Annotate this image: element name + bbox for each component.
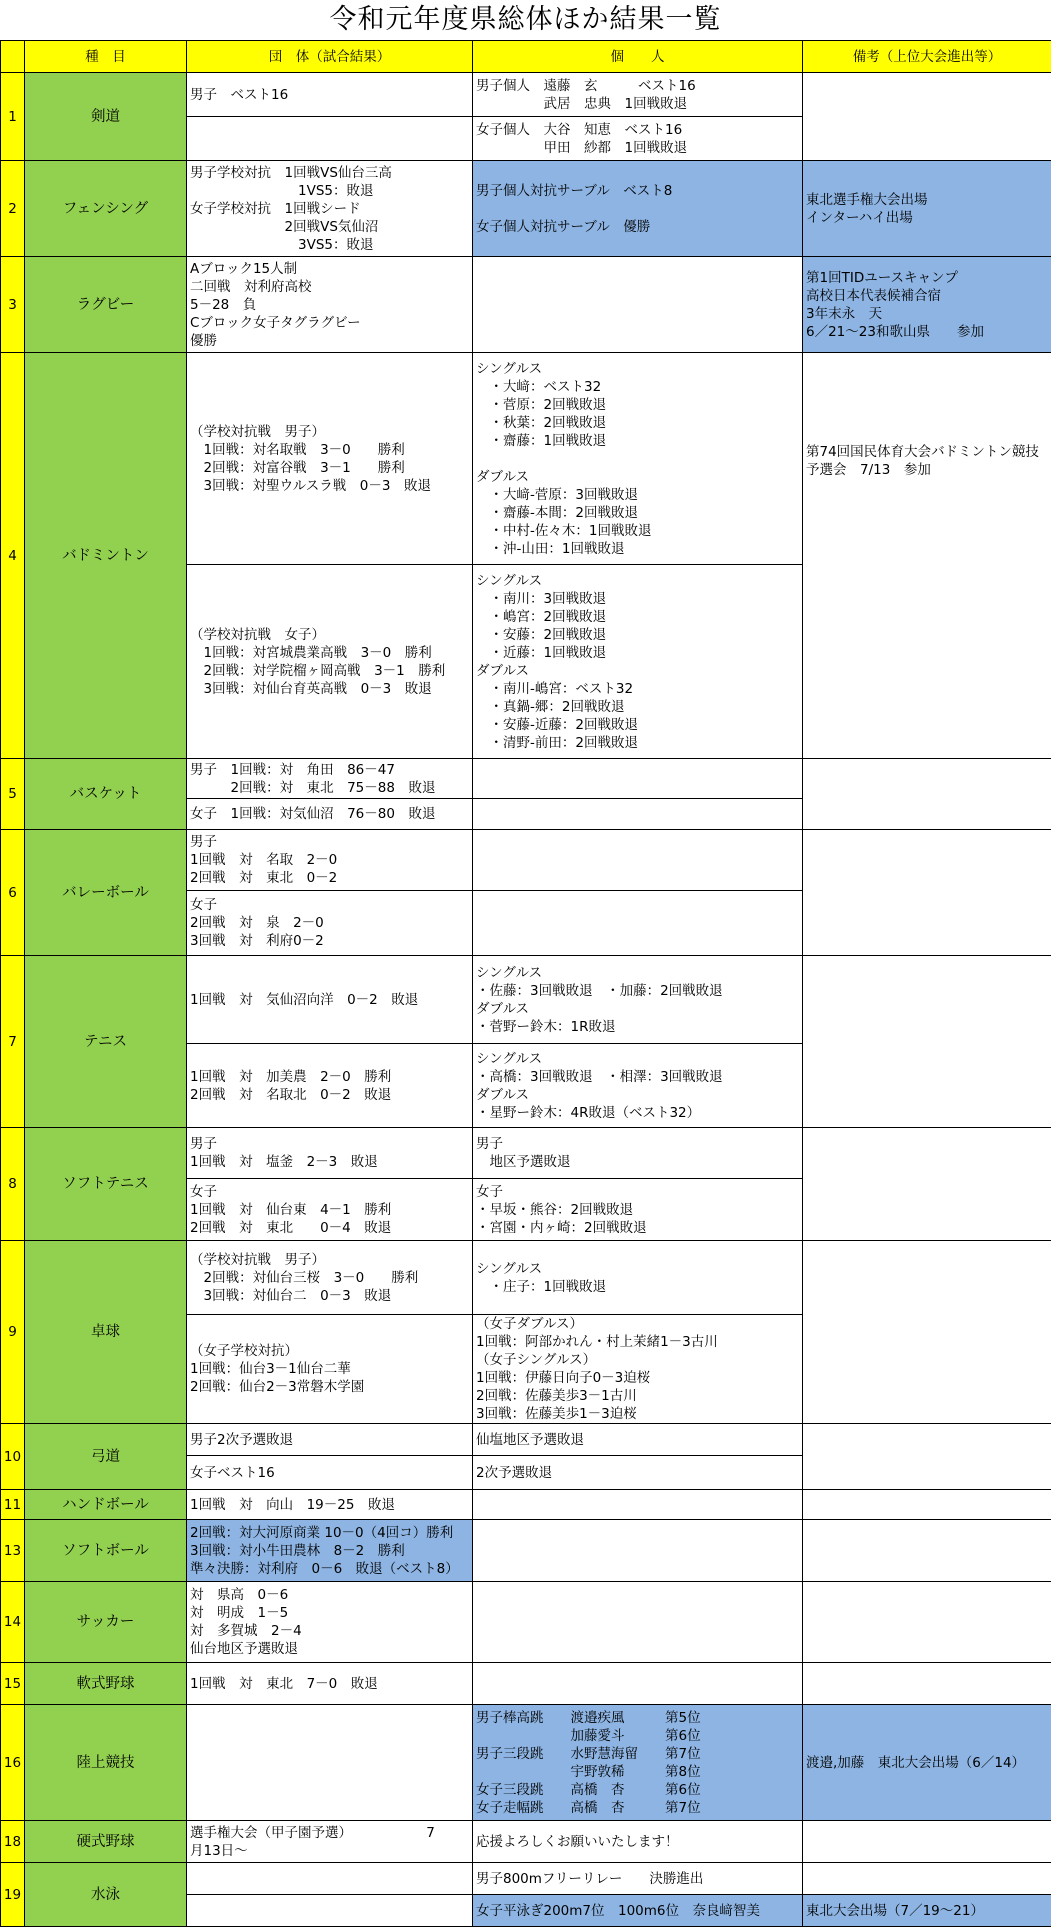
individual-result (473, 1582, 803, 1663)
row-number: 8 (1, 1128, 25, 1241)
row-number: 2 (1, 161, 25, 257)
header-individual: 個 人 (473, 41, 803, 73)
remarks (803, 1663, 1051, 1705)
event-name: 剣道 (25, 73, 187, 161)
remarks (803, 956, 1051, 1128)
row-number: 15 (1, 1663, 25, 1705)
team-result: 女子 1回戦：対気仙沼 76－80 敗退 (187, 799, 473, 830)
individual-result: 応援よろしくお願いいたします！ (473, 1821, 803, 1863)
individual-result (473, 891, 803, 956)
individual-result: 男子 地区予選敗退 (473, 1128, 803, 1179)
team-result: 男子 1回戦：対 角田 86－47 2回戦：対 東北 75－88 敗退 (187, 759, 473, 799)
remarks: 東北選手権大会出場 インターハイ出場 (803, 161, 1051, 257)
remarks (803, 759, 1051, 830)
table-row (1, 1128, 1051, 1179)
row-number: 16 (1, 1705, 25, 1821)
header-no (1, 41, 25, 73)
results-table (0, 40, 1051, 1927)
table-row (1, 956, 1051, 1044)
team-result: Aブロック15人制 二回戦 対利府高校 5－28 負 Cブロック女子タグラグビー 優勝 (187, 257, 473, 353)
event-name: 陸上競技 (25, 1705, 187, 1821)
individual-result: シングルス ・高橋：3回戦敗退 ・相澤：3回戦敗退 ダブルス ・星野ー鈴木：4R敗退（ベスト32） (473, 1044, 803, 1128)
table-row (1, 1863, 1051, 1895)
remarks (803, 1424, 1051, 1490)
team-result: （学校対抗戦 男子） 2回戦：対仙台三桜 3－0 勝利 3回戦：対仙台二 0－3 敗退 (187, 1241, 473, 1315)
team-result: 1回戦 対 向山 19－25 敗退 (187, 1490, 473, 1520)
event-name: 水泳 (25, 1863, 187, 1927)
individual-result (473, 830, 803, 891)
remarks (803, 1241, 1051, 1424)
event-name: サッカー (25, 1582, 187, 1663)
table-row (1, 161, 1051, 257)
event-name: ソフトボール (25, 1520, 187, 1582)
row-number: 10 (1, 1424, 25, 1490)
team-result: 女子 2回戦 対 泉 2－0 3回戦 対 利府0－2 (187, 891, 473, 956)
team-result: 男子2次予選敗退 (187, 1424, 473, 1456)
header-team: 団 体（試合結果） (187, 41, 473, 73)
individual-result: 女子 ・早坂・熊谷：2回戦敗退 ・宮園・内ヶ崎：2回戦敗退 (473, 1179, 803, 1241)
table-row (1, 1582, 1051, 1663)
individual-result (473, 1490, 803, 1520)
team-result (187, 1705, 473, 1821)
individual-result (473, 1520, 803, 1582)
row-number: 14 (1, 1582, 25, 1663)
individual-result: シングルス ・大﨑：ベスト32 ・菅原：2回戦敗退 ・秋葉：2回戦敗退 ・齋藤：1回戦敗退 ダブルス ・大﨑-菅原：3回戦敗退 ・齋藤-本間：2回戦敗退 ・中村-佐々木：1回戦敗退 ・沖-山田：1回戦敗退 (473, 353, 803, 565)
team-result: 1回戦 対 気仙沼向洋 0－2 敗退 (187, 956, 473, 1044)
individual-result: 2次予選敗退 (473, 1456, 803, 1490)
event-name: テニス (25, 956, 187, 1128)
row-number: 1 (1, 73, 25, 161)
row-number: 11 (1, 1490, 25, 1520)
event-name: バドミントン (25, 353, 187, 759)
row-number: 13 (1, 1520, 25, 1582)
individual-result: 男子棒高跳 渡邉疾風 第5位 加藤愛斗 第6位 男子三段跳 水野慧海留 第7位 宇野敦稀 第8位 女子三段跳 高橋 杏 第6位 女子走幅跳 高橋 杏 第7位 (473, 1705, 803, 1821)
team-result: 男子 1回戦 対 塩釜 2－3 敗退 (187, 1128, 473, 1179)
individual-result: シングルス ・南川：3回戦敗退 ・嶋宮：2回戦敗退 ・安藤：2回戦敗退 ・近藤：1回戦敗退 ダブルス ・南川-嶋宮：ベスト32 ・真鍋-郷：2回戦敗退 ・安藤-近藤：2回戦敗退 ・清野-前田：2回戦敗退 (473, 565, 803, 759)
individual-result (473, 1663, 803, 1705)
event-name: ソフトテニス (25, 1128, 187, 1241)
event-name: フェンシング (25, 161, 187, 257)
remarks (803, 73, 1051, 161)
remarks (803, 1582, 1051, 1663)
event-name: ラグビー (25, 257, 187, 353)
team-result: 男子学校対抗 1回戦VS仙台三高 1VS5：敗退 女子学校対抗 1回戦シード 2回戦VS気仙沼 3VS5：敗退 (187, 161, 473, 257)
header-remarks: 備考（上位大会進出等） (803, 41, 1051, 73)
event-name: 卓球 (25, 1241, 187, 1424)
individual-result (473, 257, 803, 353)
team-result: （女子学校対抗） 1回戦：仙台3－1仙台二華 2回戦：仙台2－3常磐木学園 (187, 1315, 473, 1424)
individual-result (473, 759, 803, 799)
team-result: （学校対抗戦 女子） 1回戦：対宮城農業高戦 3－0 勝利 2回戦：対学院榴ヶ岡高戦 3－1 勝利 3回戦：対仙台育英高戦 0－3 敗退 (187, 565, 473, 759)
row-number: 3 (1, 257, 25, 353)
remarks (803, 1821, 1051, 1863)
row-number: 18 (1, 1821, 25, 1863)
row-number: 7 (1, 956, 25, 1128)
row-number: 5 (1, 759, 25, 830)
table-row (1, 1241, 1051, 1315)
team-result: 男子 ベスト16 (187, 73, 473, 117)
table-row (1, 73, 1051, 117)
event-name: 軟式野球 (25, 1663, 187, 1705)
row-number: 19 (1, 1863, 25, 1927)
remarks (803, 1863, 1051, 1895)
team-result: 2回戦：対大河原商業 10－0（4回コ）勝利 3回戦：対小牛田農林 8－2 勝利 準々決勝：対利府 0－6 敗退（ベスト8） (187, 1520, 473, 1582)
remarks: 渡邉,加藤 東北大会出場（6／14） (803, 1705, 1051, 1821)
individual-result: 女子個人 大谷 知恵 ベスト16 甲田 紗都 1回戦敗退 (473, 117, 803, 161)
individual-result: シングルス ・佐藤：3回戦敗退 ・加藤：2回戦敗退 ダブルス ・菅野ー鈴木：1R敗退 (473, 956, 803, 1044)
row-number: 9 (1, 1241, 25, 1424)
remarks (803, 1520, 1051, 1582)
page-title: 令和元年度県総体ほか結果一覧 (0, 0, 1051, 40)
event-name: バスケット (25, 759, 187, 830)
remarks (803, 830, 1051, 956)
event-name: 硬式野球 (25, 1821, 187, 1863)
table-row (1, 1705, 1051, 1821)
remarks: 第1回TIDユースキャンプ 高校日本代表候補合宿 3年末永 天 6／21～23和歌山県 参加 (803, 257, 1051, 353)
individual-result: （女子ダブルス） 1回戦：阿部かれん・村上茉緒1－3古川 （女子シングルス） 1回戦：伊藤日向子0－3迫桜 2回戦：佐藤美歩3－1古川 3回戦：佐藤美歩1－3迫桜 (473, 1315, 803, 1424)
team-result: （学校対抗戦 男子） 1回戦：対名取戦 3－0 勝利 2回戦：対富谷戦 3－1 勝利 3回戦：対聖ウルスラ戦 0－3 敗退 (187, 353, 473, 565)
table-row (1, 353, 1051, 565)
individual-result: 男子800mフリーリレー 決勝進出 (473, 1863, 803, 1895)
remarks (803, 1490, 1051, 1520)
team-result: 女子 1回戦 対 仙台東 4－1 勝利 2回戦 対 東北 0－4 敗退 (187, 1179, 473, 1241)
remarks: 第74回国民体育大会バドミントン競技 予選会 7/13 参加 (803, 353, 1051, 759)
event-name: ハンドボール (25, 1490, 187, 1520)
header-event: 種 目 (25, 41, 187, 73)
event-name: 弓道 (25, 1424, 187, 1490)
row-number: 6 (1, 830, 25, 956)
remarks: 東北大会出場（7／19～21） (803, 1895, 1051, 1927)
team-result: 選手権大会（甲子園予選） 7 月13日～ (187, 1821, 473, 1863)
individual-result: 男子個人 遠藤 玄 ベスト16 武居 忠典 1回戦敗退 (473, 73, 803, 117)
remarks (803, 1128, 1051, 1241)
team-result: 1回戦 対 東北 7－0 敗退 (187, 1663, 473, 1705)
event-name: バレーボール (25, 830, 187, 956)
team-result (187, 117, 473, 161)
row-number: 4 (1, 353, 25, 759)
header-row (1, 41, 1051, 73)
team-result: 男子 1回戦 対 名取 2－0 2回戦 対 東北 0－2 (187, 830, 473, 891)
table-row (1, 759, 1051, 799)
table-row (1, 1490, 1051, 1520)
individual-result: シングルス ・庄子：1回戦敗退 (473, 1241, 803, 1315)
team-result (187, 1895, 473, 1927)
team-result: 対 県高 0－6 対 明成 1－5 対 多賀城 2－4 仙台地区予選敗退 (187, 1582, 473, 1663)
individual-result: 女子平泳ぎ200m7位 100m6位 奈良﨑智美 (473, 1895, 803, 1927)
table-row (1, 257, 1051, 353)
individual-result (473, 799, 803, 830)
table-row (1, 1520, 1051, 1582)
table-row (1, 1821, 1051, 1863)
table-row (1, 1663, 1051, 1705)
table-row (1, 830, 1051, 891)
team-result: 1回戦 対 加美農 2－0 勝利 2回戦 対 名取北 0－2 敗退 (187, 1044, 473, 1128)
individual-result: 男子個人対抗サーブル ベスト8 女子個人対抗サーブル 優勝 (473, 161, 803, 257)
individual-result: 仙塩地区予選敗退 (473, 1424, 803, 1456)
table-row (1, 1424, 1051, 1456)
team-result: 女子ベスト16 (187, 1456, 473, 1490)
team-result (187, 1863, 473, 1895)
